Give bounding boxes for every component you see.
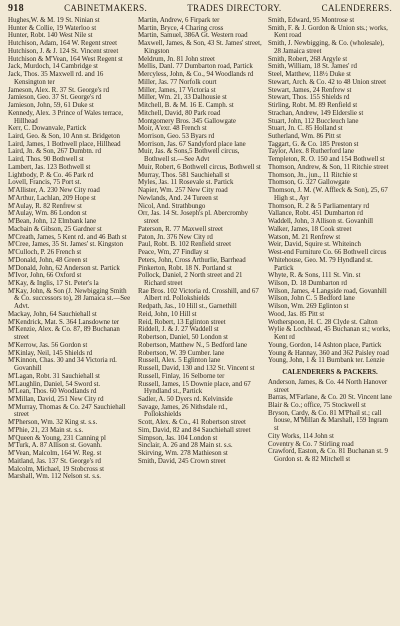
directory-entry: Paton, Jn. 376 New City rd [138, 233, 213, 241]
directory-entry: Hutchison & M'Vean, 164 West Regent st [8, 55, 123, 63]
directory-entry: M'Kenzie, Alex. & Co. 87, 89 Buchanan street [8, 326, 120, 342]
header-left-title: CABINETMAKERS. [64, 3, 148, 13]
directory-entry: Stewart, Thos. 155 Shields rd [268, 94, 350, 102]
directory-entry: Watson, M. 21 Renfrew st [268, 233, 341, 241]
directory-entry: Hunter, Robt. 140 West Nile st [8, 32, 93, 40]
directory-entry: M'Ivor, John, 66 Oxford st [8, 272, 82, 280]
directory-entry: Robertson, Matthew N., 5 Bedford lane [138, 341, 248, 349]
directory-entry: M'Laughlin, Daniel, 54 Sword st. [8, 380, 101, 388]
directory-entry: Mitchell, David, 80 Park road [138, 109, 221, 117]
directory-entry: Weir, David, Squire st. Whiteinch [268, 241, 362, 249]
directory-entry: Thomson, G. 327 Gallowgate [268, 179, 350, 187]
directory-entry: Wilson, John C. 5 Bedford lane [268, 295, 355, 303]
directory-entry: Laird, Geo. & Son, 10 Ann st. Bridgeton [8, 133, 120, 141]
directory-entry: Hughes,W. & M. 19 St. Ninian st [8, 17, 100, 24]
directory-entry: M'Millan, David, 251 New City rd [8, 395, 104, 403]
directory-entry: Robertson, W. 39 Cumber. lane [138, 349, 225, 357]
directory-entry: Laird, Thos. 90 Bothwell st [8, 156, 84, 164]
directory-entry: Smith, F. & J. Gordon & Union sts.; works, Kent road [268, 24, 388, 40]
section-heading: CALENDERERS & PACKERS. [282, 369, 378, 377]
directory-entry: M'Kendrick, Mat. S. 364 Lansdowne ter [8, 318, 120, 326]
directory-entry: M'Pherson, Wm. 32 King st. s.s. [8, 419, 98, 427]
directory-entry: Paul, Robt. B. 102 Renfield street [138, 241, 232, 249]
directory-entry: Wilson, Wm. 269 Eglinton st [268, 303, 349, 311]
directory-entry: Thomson, Andrew, & Son, 11 Ritchie street [268, 163, 389, 171]
directory-entry: Moir, A'exr. 48 French st [138, 125, 207, 133]
directory-entry: Martin, Andrew, 6 Firpark ter [138, 17, 220, 24]
directory-entry: Pollock, Daniel, 2 North street and 21 Richard street [138, 272, 243, 287]
directory-entry: Jack, Thos. 35 Maxwell rd. and 16 Kensington ter [8, 71, 104, 86]
directory-entry: Steel, Matthew, 118½ Duke st [268, 71, 351, 79]
directory-entry: Stewart, James, 24 Renfrew st [268, 86, 352, 94]
directory-entry: Vallance, Robt. 451 Dumbarton rd [268, 210, 363, 218]
directory-entry: M'Vean, Malcolm, 164 W. Reg. st [8, 450, 102, 458]
directory-entry: M'Lean, Thos. 60 Woodlands rd [8, 388, 97, 396]
directory-entry: Morrison, Jas. 67 Sandyford place lane [138, 140, 246, 148]
directory-entry: M'Culloch, P. 26 French st [8, 249, 82, 257]
directory-entry: M'Donald, John, 62 Anderson st. Partick [8, 264, 120, 272]
directory-entry: Newlands, And. 24 Tureen st [138, 194, 219, 202]
directory-entry: Nicol, And. Strathbungo [138, 202, 206, 210]
directory-entry: Smith, Edward, 95 Montrose st [268, 17, 355, 24]
directory-entry: Thomson, J. M. (W. Affleck & Son), 25, 67 High st., Ayr [268, 187, 388, 202]
directory-entry: City Works, 114 John st [268, 432, 334, 440]
directory-entry: Wood, Jas. 85 Pitt st [268, 310, 325, 318]
directory-entry: M'Creath, James, 5 Kent rd. and 46 Bath st [8, 233, 127, 241]
directory-entry: Russell, David, 130 and 132 St. Vincent st [138, 365, 255, 373]
directory-entry: Lightbody, P. & Co. 46 Park rd [8, 171, 94, 179]
directory-entry: Marshall, Wm. 112 Nelson st. s.s. [8, 473, 102, 481]
directory-entry: Hutchison, Adam, 164 W. Regent street [8, 40, 118, 48]
directory-entry: Montgomery Bros. 345 Gallowgate [138, 117, 236, 125]
directory-entry: Jameson, Alex. R. 37 St. George's rd [8, 86, 110, 94]
directory-entry: Jamieson, John, 59, 61 Duke st [8, 102, 94, 110]
directory-entry: Myles, Jas. 11 Rosevale st. Partick [138, 179, 234, 187]
directory-entry: Scott, Alex. & Co., 41 Robertson street [138, 419, 246, 427]
directory-entry: Muir, Robert, 6 Bothwell circus, Bothwell st [138, 163, 261, 171]
directory-entry: Kerr, C. Dowanvale, Partick [8, 125, 87, 133]
directory-entry: M'Arthur, Lachlan, 209 Hope st [8, 194, 96, 202]
directory-entry: M'Donald, John, 48 Green st [8, 256, 88, 264]
directory-entry: Stewart, Arch. & Co. 42 to 48 Union street [268, 78, 387, 86]
directory-entry: Orr, Jas. 14 St. Joseph's pl. Abercromby street [138, 210, 249, 226]
directory-entry: M'Murray, Thomas & Co. 247 Sauchiehall street [8, 403, 126, 419]
directory-entry: Waddell, John, 3 Allison st. Govanhill [268, 218, 374, 226]
directory-entry: Sutherland, Wm. 86 Pitt st [268, 133, 341, 141]
directory-entry: Murray, Thos. 581 Sauchiehall st [138, 171, 230, 179]
directory-entry: M'Kinlay, Neil, 145 Shields rd [8, 349, 93, 357]
directory-entry: M'Kay, & Inglis, 17 St. Peter's la [8, 279, 99, 287]
directory-entry: Mitchell, B. & M. 16 E. Camph. st [138, 102, 234, 110]
directory-entry: Mercyless, John, & Co., 94 Woodlands rd [138, 71, 254, 79]
directory-entry: Wotherspoon, H. C. 28 Clyde st. Calton [268, 318, 378, 326]
directory-entry: Sim, David, 82 and 84 Sauchiehall street [138, 426, 251, 434]
directory-entry: M'Aulay, Wm. 86 London st [8, 210, 87, 218]
directory-entry: Paterson, R. 77 Maxwell street [138, 225, 223, 233]
directory-entry: Taylor, Alex. 8 Rutherford lane [268, 148, 355, 156]
directory-entry: Redpath, Jas., 10 Hill st., Garnethill [138, 303, 237, 311]
directory-entry: Mackay, John, 64 Sauchiehall st [8, 310, 97, 318]
directory-entry: M'Turk, A. 87 Allison st. Govanh. [8, 442, 102, 450]
directory-entry: Stirling, Robt. M. 89 Renfield st [268, 102, 358, 110]
directory-entry: Laird, Jn. & Son, 267 Dumbtn. rd [8, 148, 102, 156]
directory-entry: Russell, Finlay, 16 Selborne ter [138, 372, 225, 380]
directory-entry: Smith, David, 245 Crown street [138, 457, 226, 465]
directory-entry: Lovell, Francis, 75 Port st. [8, 179, 82, 187]
column-1 [8, 17, 132, 481]
directory-entry: M'Kerrow, Jas. 56 Gordon st [8, 341, 88, 349]
directory-entry: M'Kinnon, Chas. 30 and 34 Victoria rd. Govanhill [8, 357, 117, 373]
directory-entry: Sinclair, A. 26 and 28 Main st. s.s. [138, 442, 233, 450]
directory-entry: Bryson, Cardy, & Co. 81 M'Phail st.; call house, M'Millan & Marshall, 159 Ingram st [268, 409, 388, 433]
directory-entry: Sadler, A. 50 Dyers rd. Kelvinside [138, 395, 233, 403]
directory-entry: Macbain & Gibson, 25 Gardner st [8, 225, 102, 233]
directory-entry: Laird, James, 1 Bothwell place, Hillhead [8, 140, 121, 148]
directory-entry: Walker, James, 18 Cook street [268, 225, 352, 233]
directory-entry: Blair & Co.; office, 75 Stockwell st [268, 401, 366, 409]
directory-entry: Miller, James, 17 Victoria st [138, 86, 216, 94]
directory-entry: Napier, Wm. 257 New City road [138, 187, 228, 195]
directory-entry: Miller, Wm. 21, 33 Dalhousie st [138, 94, 227, 102]
directory-entry: Wilson, James, 4 Langside road, Govanhill [268, 287, 387, 295]
directory-entry: West-end Furniture Co. 66 Bothwell circus [268, 249, 387, 257]
directory-entry: Thomson, R. 2 & 5 Parliamentary rd [268, 202, 370, 210]
directory-entry: Wylie & Lochhead, 45 Buchanan st.; works, Kent rd [268, 326, 391, 342]
directory-entry: Miller, Jas. 77 Norfolk court [138, 78, 217, 86]
column-3 [268, 17, 392, 481]
directory-entry: Morrison, Geo. 53 Byars rd [138, 133, 215, 141]
directory-entry: Young, Gordon, 14 Ashton place, Partick [268, 341, 382, 349]
directory-entry: M'Aulay, R. 82 Renfrew st [8, 202, 82, 210]
directory-entry: Stuart, John, 112 Buccleuch lane [268, 117, 359, 125]
directory-entry: M'Lagan, Robt. 31 Sauchiehall st [8, 372, 100, 380]
directory-entry: Stuart, Jn. C. 85 Holland st [268, 125, 343, 133]
directory-entry: Templeton, R. O. 150 and 154 Bothwell st [268, 156, 385, 164]
directory-entry: Russell, James, 15 Downie place, and 67 Hyndland st., Partick [138, 380, 251, 396]
directory-entry: Peters, John, Cross Arthurlie, Barrhead [138, 256, 246, 264]
page-number: 918 [8, 3, 24, 14]
directory-entry: Maxwell, James, & Son, 43 St. James' street, Kingston [138, 40, 262, 55]
columns [8, 17, 392, 481]
directory-entry: Martin, Samuel, 386A Gt. Western road [138, 32, 248, 40]
directory-entry: Pinkerton, Robt. 18 N. Portland st [138, 264, 232, 272]
directory-entry: Coventry & Co. 7 Stirling road [268, 440, 354, 448]
directory-entry: Whitehouse, Geo. M. 79 Hyndland st. Partick [268, 256, 373, 272]
directory-entry: M'Kay, John, & Son (J. Newbigging Smith & Co. successors to), 28 Jamaica st.—See Advt. [8, 287, 131, 311]
directory-entry: Jamieson, Geo. 37 St. George's rd [8, 94, 102, 102]
directory-entry: Hutchison, J. & J. 124 St. Vincent street [8, 47, 119, 55]
directory-entry: M'Queen & Young, 231 Canning pl [8, 434, 106, 442]
directory-entry: Riddell, J. & J. 27 Waddell st [138, 326, 219, 334]
directory-entry: Barras, M'Farlane, & Co. 20 St. Vincent lane [268, 394, 392, 402]
directory-entry: Strachan, Andrew, 149 Elderslie st [268, 109, 364, 117]
directory-entry: Muir, Jas. & Sons,5 Bothwell circus, Bothwell st.—See Advt [138, 148, 240, 164]
directory-entry: Savage, James, 26 Nithsdale rd., Pollokshields [138, 403, 228, 419]
directory-entry: Martin, Bryce, 4 Charing cross [138, 24, 224, 32]
column-2 [138, 17, 262, 481]
directory-entry: Smith, Robert, 268 Argyle st [268, 55, 348, 63]
header-right-title: CALENDERERS. [321, 3, 392, 13]
directory-entry: Smith, William, 18 St. James' rd [268, 63, 357, 71]
directory-entry: Peace, Wm, 27 Findlay st [138, 249, 209, 257]
header-center-title: TRADES DIRECTORY. [187, 3, 282, 13]
directory-entry: Hunter & Collie, 19 Waterloo st [8, 24, 97, 32]
directory-entry: Young, John, 1 & 11 Burnbank ter. Lenzie [268, 357, 385, 365]
directory-entry: Thomson, Jn., jun., 11 Ritchie st [268, 171, 358, 179]
directory-entry: Lambert, Jas. 123 Bothwell st [8, 163, 91, 171]
directory-entry: Russell, Alex. 5 Eglinton lane [138, 357, 221, 365]
directory-entry: Maitland, Jas. 137 St. George's rd [8, 457, 101, 465]
directory-entry: Young & Hannay, 360 and 362 Paisley road [268, 349, 389, 357]
directory-entry: Rae Bros. 102 Victoria rd. Crosshill, and 67 Albert rd. Pollokshields [138, 287, 259, 303]
directory-entry: M'Cree, James, 35 St. James' st. Kingston [8, 241, 124, 249]
directory-entry: Crawford, Easton, & Co. 81 Buchanan st. 9 Gordon st. & 82 Mitchell st [268, 448, 388, 464]
directory-entry: M'Phie, 21, 23 Main st. s.s. [8, 426, 84, 434]
directory-entry: Reid, Robert, 13 Eglinton street [138, 318, 226, 326]
directory-entry: Wilson, D. 18 Dumbarton rd [268, 279, 347, 287]
directory-entry: Malcolm, Michael, 19 Stobcross st [8, 465, 105, 473]
directory-entry: Reid, John, 10 Hill st [138, 310, 197, 318]
directory-entry: Skirving, Wm. 278 Mathieson st [138, 450, 228, 458]
directory-entry: Taggart, G. & Co. 185 Preston st [268, 140, 359, 148]
directory-entry: M'Allister, A. 230 New City road [8, 187, 100, 195]
directory-entry: M'Bean, John, 12 Elmbank lane [8, 218, 97, 226]
directory-entry: Mellis, Danl. 77 Dumbarton road, Partick [138, 63, 253, 71]
directory-entry: Anderson, James, & Co. 44 North Hanover street [268, 378, 388, 394]
page-header [8, 3, 392, 15]
directory-entry: Jack, Murdoch, 14 Cambridge st [8, 63, 98, 71]
directory-entry: Meldrum, Jn. 81 John street [138, 55, 215, 63]
directory-entry: Whyte, R. & Sons, 111 St. Vin. st [268, 272, 361, 280]
directory-entry: Kennedy, Alex. 3 Prince of Wales terrace, Hillhead [8, 109, 124, 125]
directory-entry: Robertson, Daniel, 50 London st [138, 334, 228, 342]
directory-entry: Simpson, Jas. 104 London st [138, 434, 218, 442]
directory-entry: Smith, J. Newbigging, & Co. (wholesale), 28 Jamaica street [268, 40, 384, 55]
